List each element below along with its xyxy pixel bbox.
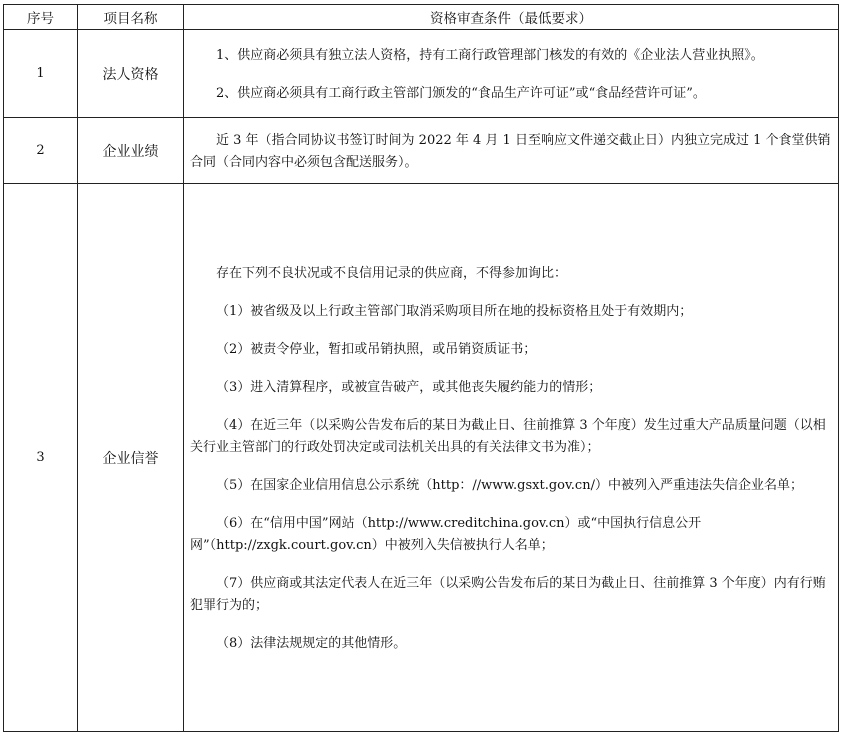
condition-paragraph: （2）被责令停业，暂扣或吊销执照，或吊销资质证书； (216, 341, 537, 357)
condition-paragraph: 近 3 年（指合同协议书签订时间为 2022 年 4 月 1 日至响应文件递交截止日）内独立完成过 1 个食堂供销合同（合同内容中必须包含配送服务）。 (190, 132, 831, 170)
table-row (4, 118, 839, 184)
table-row (4, 184, 839, 732)
condition-paragraph: （6）在“信用中国”网站（http://www.creditchina.gov.cn）或“中国执行信息公开网”（http://zxgk.court.gov.cn）中被列入失信被执行人名单； (190, 515, 702, 553)
row-conditions (184, 184, 839, 732)
condition-paragraph: 1、供应商必须具有独立法人资格，持有工商行政管理部门核发的有效的《企业法人营业执照》。 (216, 47, 764, 63)
header-no: 序号 (4, 5, 78, 30)
condition-paragraph: （8）法律法规规定的其他情形。 (216, 635, 407, 651)
condition-paragraph: （3）进入清算程序，或被宣告破产，或其他丧失履约能力的情形； (216, 379, 602, 395)
header-item: 项目名称 (78, 5, 184, 30)
table-header-row (4, 5, 839, 30)
row-item-name: 企业业绩 (78, 118, 184, 184)
condition-paragraph: 存在下列不良状况或不良信用记录的供应商，不得参加询比： (216, 265, 568, 281)
header-conditions: 资格审查条件（最低要求） (184, 5, 839, 30)
condition-paragraph: （5）在国家企业信用信息公示系统（http：//www.gsxt.gov.cn/）中被列入严重违法失信企业名单； (216, 477, 803, 493)
row-number: 3 (4, 184, 78, 732)
condition-paragraph: 2、供应商必须具有工商行政主管部门颁发的“食品生产许可证”或“食品经营许可证”。 (216, 85, 706, 101)
row-conditions (184, 30, 839, 118)
row-conditions (184, 118, 839, 184)
qualification-table (3, 4, 839, 732)
condition-paragraph: （7）供应商或其法定代表人在近三年（以采购公告发布后的某日为截止日、往前推算 3 个年度）内有行贿犯罪行为的； (190, 575, 826, 613)
row-number: 2 (4, 118, 78, 184)
condition-paragraph: （1）被省级及以上行政主管部门取消采购项目所在地的投标资格且处于有效期内； (216, 303, 693, 319)
condition-paragraph: （4）在近三年（以采购公告发布后的某日为截止日、往前推算 3 个年度）发生过重大产品质量问题（以相关行业主管部门的行政处罚决定或司法机关出具的有关法律文书为准）； (190, 417, 826, 455)
row-number: 1 (4, 30, 78, 118)
table-row (4, 30, 839, 118)
row-item-name: 企业信誉 (78, 184, 184, 732)
row-item-name: 法人资格 (78, 30, 184, 118)
